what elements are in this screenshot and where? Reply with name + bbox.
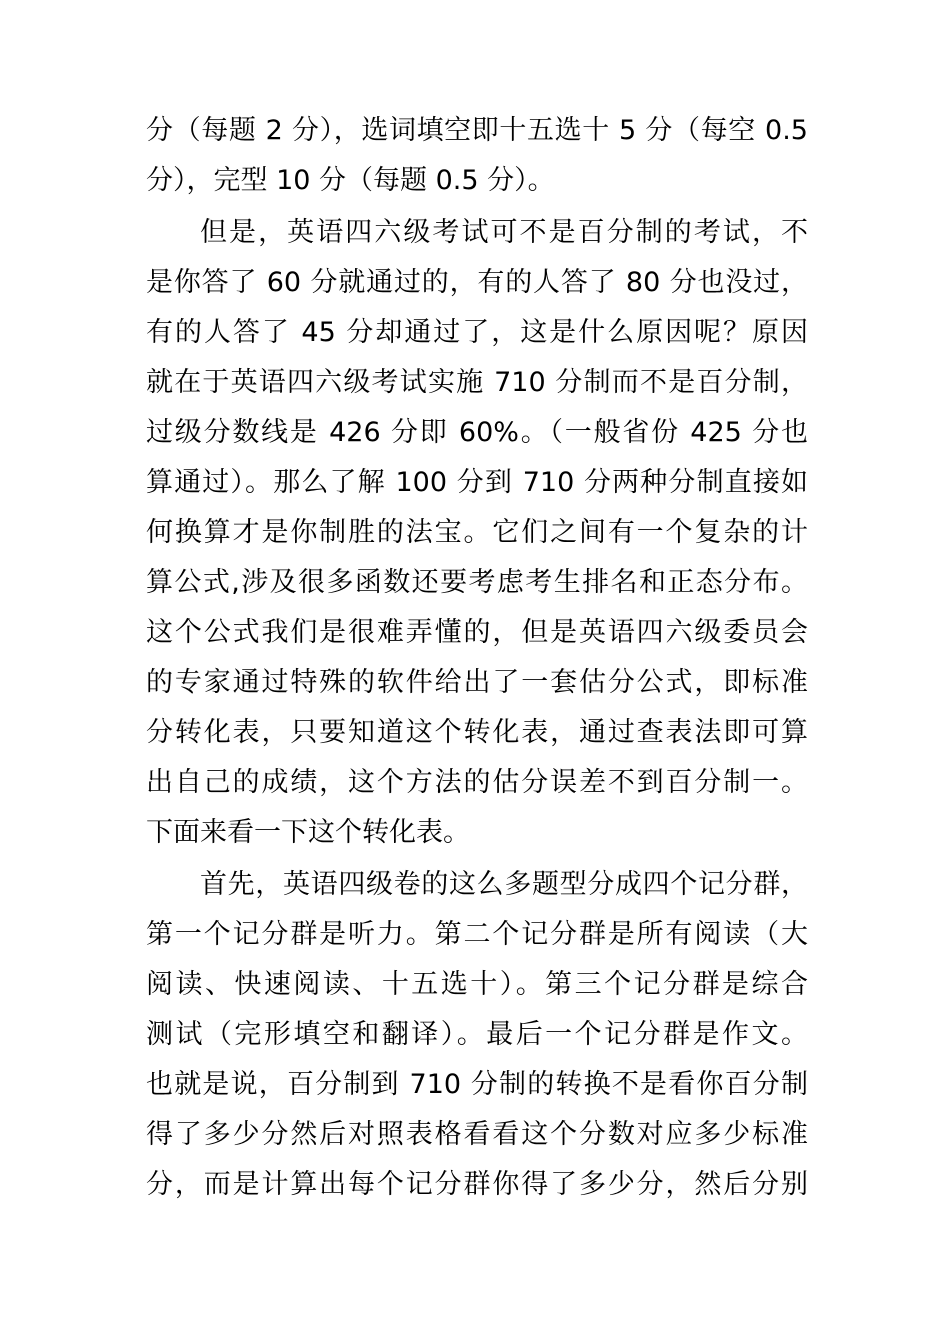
paragraph-3 [146,860,808,1210]
text-line: 这个公式我们是很难弄懂的，但是英语四六级委员会 [146,617,808,648]
text-line: 出自己的成绩，这个方法的估分误差不到百分制一。 [146,767,808,798]
text-line: 测试（完形填空和翻译）。最后一个记分群是作文。 [146,1019,808,1050]
text-line: 算通过）。那么了解 100 分到 710 分两种分制直接如 [146,467,808,498]
text-line: 何换算才是你制胜的法宝。它们之间有一个复杂的计 [146,517,808,548]
paragraph-2 [146,208,808,858]
body-text [146,106,808,1210]
text-line: 算公式,涉及很多函数还要考虑考生排名和正态分布。 [146,567,808,598]
text-line: 分，而是计算出每个记分群你得了多少分，然后分别 [146,1169,808,1200]
text-line: 是你答了 60 分就通过的，有的人答了 80 分也没过， [146,267,808,298]
text-line: 分（每题 2 分），选词填空即十五选十 5 分（每空 0.5 [146,115,808,146]
text-line: 得了多少分然后对照表格看看这个分数对应多少标准 [146,1119,808,1150]
text-line: 有的人答了 45 分却通过了，这是什么原因呢？原因 [146,317,808,348]
text-line: 的专家通过特殊的软件给出了一套估分公式，即标准 [146,667,808,698]
paragraph-1 [146,106,808,206]
text-line: 首先，英语四级卷的这么多题型分成四个记分群， [200,869,808,900]
text-line: 但是，英语四六级考试可不是百分制的考试，不 [200,217,808,248]
text-line: 也就是说，百分制到 710 分制的转换不是看你百分制 [146,1069,808,1100]
text-line: 分），完型 10 分（每题 0.5 分）。 [146,165,555,196]
text-line: 分转化表，只要知道这个转化表，通过查表法即可算 [146,717,808,748]
text-line: 下面来看一下这个转化表。 [146,817,470,848]
text-line: 第一个记分群是听力。第二个记分群是所有阅读（大 [146,919,808,950]
text-line: 就在于英语四六级考试实施 710 分制而不是百分制， [146,367,808,398]
text-line: 阅读、快速阅读、十五选十）。第三个记分群是综合 [146,969,808,1000]
text-line: 过级分数线是 426 分即 60%。（一般省份 425 分也 [146,417,808,448]
